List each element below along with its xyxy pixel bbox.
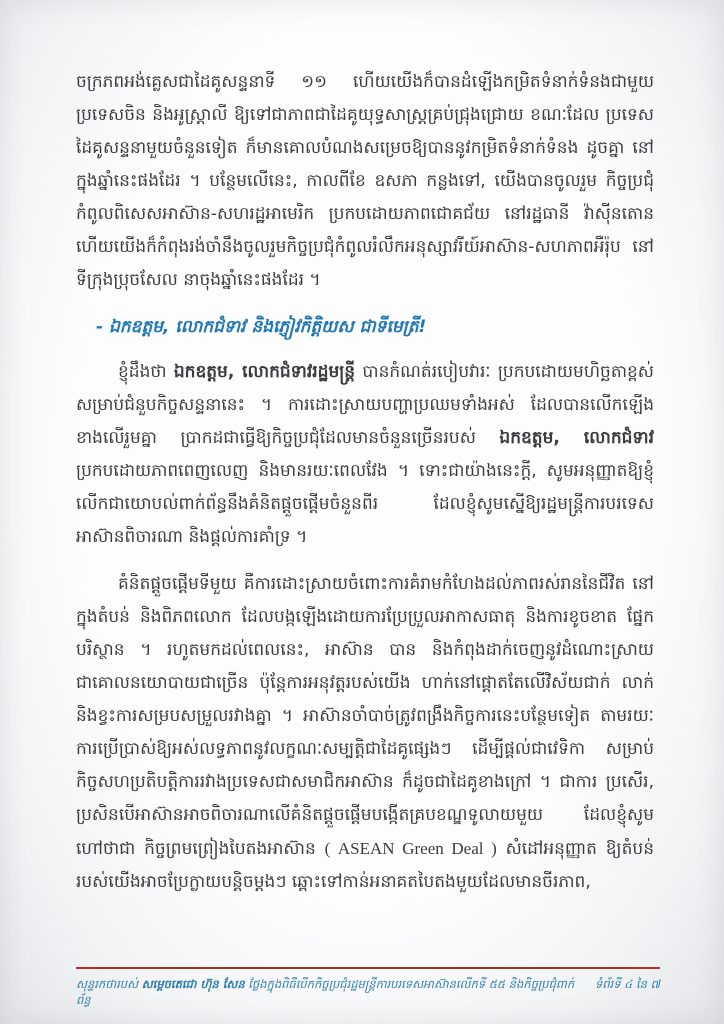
text-run: សម្តេចតេជោ ហ៊ុន សែន: [141, 977, 245, 991]
text-run: ចក្រភពអង់គ្លេសជាដៃគូសន្ទនាទី ១១ ហើយយើងក៏បានដំឡើងកម្រិតទំនាក់ទំនងជាមួយ ប្រទេសចិន និងអូស្ត្រាលី ឱ្យទៅជាភាពជាដៃគូយុទ្ធសាស្ត្រគ្រប់ជ្រុងជ្រោយ ខណៈដែល ប្រទេសដៃគូសន្ទនាមួយចំនួនទៀត ក៏មានគោលបំណងសម្រេចឱ្យបាននូវកម្រិតទំនាក់ទំនង ដូចគ្នា នៅក្នុងឆ្នាំនេះផងដែរ ។ បន្ថែមលើនេះ, កាលពីខែ ឧសភា កន្លងទៅ, យើងបានចូលរួម កិច្ចប្រជុំកំពូលពិសេសអាស៊ាន-សហរដ្ឋអាមេរិក ប្រកបដោយភាពជោគជ័យ នៅរដ្ឋធានី វ៉ាស៊ីនតោន ហើយយើងក៏កំពុងរង់ចាំនឹងចូលរួមកិច្ចប្រជុំកំពូលរំលឹកអនុស្សាវរីយ៍អាស៊ាន-សហភាពអឺរ៉ុប នៅទីក្រុងប្រុចសែល នាចុងឆ្នាំនេះផងដែរ ។: [76, 72, 654, 290]
text-run: - ឯកឧត្តម, លោកជំទាវ និងភ្ញៀវកិត្តិយស ជាទីមេត្រី!: [96, 317, 427, 337]
text-run: ប្រកបដោយភាពពេញលេញ និងមានរយៈពេលវែង ។ ទោះជាយ៉ាងនេះក្តី, សូមអនុញ្ញាតឱ្យខ្ញុំ លើកជាយោបល់ពាក់ព័ន្ធនឹងគំនិតផ្តួចផ្តើមចំនួនពីរ ដែលខ្ញុំសូមស្នើឱ្យរដ្ឋមន្ត្រីការបរទេស អាស៊ានពិចារណា និងផ្តល់ការគាំទ្រ ។: [76, 461, 654, 547]
section-heading: [96, 311, 654, 344]
footer-citation: [76, 976, 577, 1008]
text-run: សំដៅអនុញ្ញាត ឱ្យតំបន់របស់យើងអាចប្រែក្លាយបន្តិចម្តងៗ ឆ្ពោះទៅកាន់អនាគតបៃតងមួយដែលមានចីរភាព,: [76, 839, 654, 892]
body-paragraph: [76, 356, 654, 554]
text-run: សុន្ទរកថារបស់: [76, 977, 142, 991]
body-paragraph: [76, 568, 654, 899]
body-text: [76, 66, 654, 913]
text-run: គំនិតផ្តួចផ្តើមទីមួយ គឺការដោះស្រាយចំពោះការគំរាមកំហែងដល់ភាពរស់រាននៃជីវិត នៅក្នុងតំបន់ និងពិភពលោក ដែលបង្កឡើងដោយការប្រែប្រួលអាកាសធាតុ និងការខូចខាត ផ្នែកបរិស្ថាន ។ រហូតមកដល់ពេលនេះ, អាស៊ាន បាន និងកំពុងដាក់ចេញនូវដំណោះស្រាយ ជាគោលនយោបាយជាច្រើន ប៉ុន្តែការអនុវត្តរបស់យើង ហាក់នៅផ្តោតតែលើវិស័យជាក់ លាក់ និងខ្វះការសម្របសម្រួលរវាងគ្នា ។ អាស៊ានចាំបាច់ត្រូវពង្រឹងកិច្ចការនេះបន្ថែមទៀត តាមរយៈការប្រើប្រាស់ឱ្យអស់លទ្ធភាពនូវលក្ខណៈសម្បត្តិជាដៃគូផ្សេងៗ ដើម្បីផ្តល់ជាវេទិកា សម្រាប់កិច្ចសហប្រតិបត្តិការរវាងប្រទេសជាសមាជិកអាស៊ាន ក៏ដូចជាដៃគូខាងក្រៅ ។ ជាការ ប្រសើរ, ប្រសិនបើអាស៊ានអាចពិចារណាលើគំនិតផ្តួចផ្តើមបង្កើតគ្របខណ្ឌទូលាយមួយ ដែលខ្ញុំសូមហៅថាជា កិច្ចព្រមព្រៀងបៃតងអាស៊ាន: [76, 574, 654, 859]
text-run: ឯកឧត្តម, លោកជំទាវ: [499, 428, 654, 448]
page-number: ទំព័រទី ៤ នៃ ៧: [594, 977, 660, 991]
text-run: បានកំណត់របៀបវារៈ ប្រកបដោយមហិច្ឆតាខ្ពស់ សម្រាប់ជំនួបកិច្ចសន្ទនានេះ ។ ការដោះស្រាយបញ្ហាប្រឈមទាំងអស់ ដែលបានលើកឡើង ខាងលើរួមគ្នា ប្រាកដជាធ្វើឱ្យកិច្ចប្រជុំដែលមានចំនួនច្រើនរបស់: [76, 362, 654, 448]
text-run: ឯកឧត្តម, លោកជំទាវរដ្ឋមន្ត្រី: [173, 362, 356, 382]
footer-rule: [76, 967, 660, 969]
text-run: ខ្ញុំដឹងថា: [118, 362, 174, 382]
text-run: ថ្លែងក្នុងពិធីបើកកិច្ចប្រជុំរដ្ឋមន្ត្រីការបរទេសអាស៊ានលើកទី ៥៥ និងកិច្ចប្រជុំពាក់ព័ន្ធ: [76, 977, 575, 1007]
page-footer: [76, 967, 660, 1008]
text-run: ( ASEAN Green Deal ): [324, 839, 497, 858]
body-paragraph: [76, 66, 654, 297]
